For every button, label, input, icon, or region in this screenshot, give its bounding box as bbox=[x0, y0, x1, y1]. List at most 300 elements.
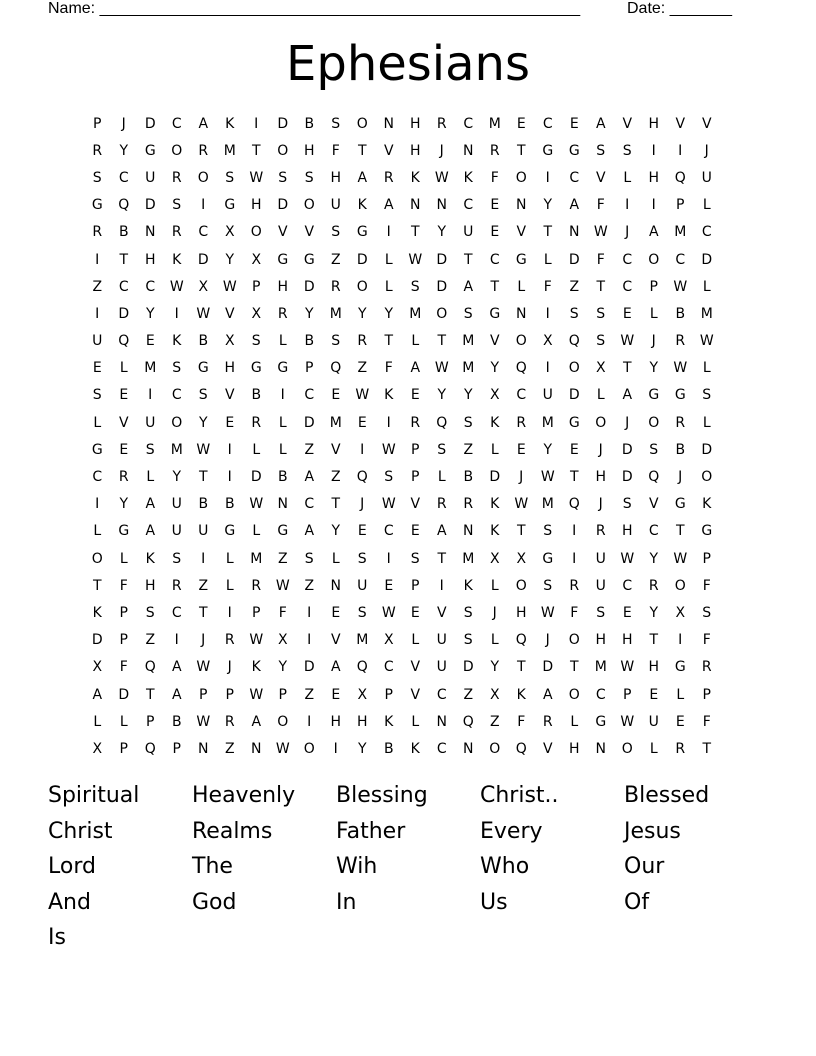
grid-letter[interactable]: I bbox=[201, 197, 206, 214]
grid-letter[interactable]: M bbox=[541, 414, 554, 431]
grid-letter[interactable]: B bbox=[277, 469, 288, 486]
grid-letter[interactable]: B bbox=[463, 469, 474, 486]
grid-letter[interactable]: A bbox=[92, 686, 103, 703]
grid-letter[interactable]: K bbox=[357, 197, 367, 214]
grid-letter[interactable]: X bbox=[92, 740, 103, 757]
grid-letter[interactable]: P bbox=[649, 278, 658, 295]
grid-letter[interactable]: S bbox=[384, 469, 394, 486]
grid-letter[interactable]: H bbox=[621, 523, 633, 540]
grid-letter[interactable]: S bbox=[92, 387, 102, 404]
grid-letter[interactable]: G bbox=[250, 360, 262, 377]
grid-letter[interactable]: B bbox=[304, 333, 315, 350]
grid-letter[interactable]: J bbox=[492, 604, 497, 621]
grid-letter[interactable]: I bbox=[545, 169, 550, 186]
grid-letter[interactable]: G bbox=[277, 360, 289, 377]
grid-letter[interactable]: A bbox=[436, 523, 447, 540]
grid-letter[interactable]: Y bbox=[543, 441, 553, 458]
grid-letter[interactable]: V bbox=[622, 115, 633, 132]
grid-letter[interactable]: U bbox=[145, 414, 156, 431]
grid-letter[interactable]: X bbox=[542, 333, 553, 350]
grid-letter[interactable]: X bbox=[92, 659, 103, 676]
grid-letter[interactable]: H bbox=[595, 469, 607, 486]
grid-letter[interactable]: L bbox=[570, 713, 579, 730]
grid-letter[interactable]: T bbox=[516, 142, 526, 159]
grid-letter[interactable]: Q bbox=[568, 333, 580, 350]
grid-letter[interactable]: I bbox=[678, 632, 683, 649]
grid-letter[interactable]: O bbox=[648, 414, 660, 431]
grid-letter[interactable]: T bbox=[145, 686, 155, 703]
grid-letter[interactable]: H bbox=[224, 360, 236, 377]
grid-letter[interactable]: W bbox=[540, 469, 555, 486]
grid-letter[interactable]: L bbox=[702, 360, 711, 377]
grid-letter[interactable]: I bbox=[572, 523, 577, 540]
grid-letter[interactable]: O bbox=[356, 278, 368, 295]
grid-letter[interactable]: W bbox=[620, 333, 635, 350]
grid-letter[interactable]: Q bbox=[674, 169, 686, 186]
grid-letter[interactable]: R bbox=[224, 713, 235, 730]
grid-letter[interactable]: K bbox=[490, 496, 500, 513]
grid-letter[interactable]: G bbox=[356, 224, 368, 241]
grid-letter[interactable]: M bbox=[144, 360, 157, 377]
grid-letter[interactable]: V bbox=[330, 441, 341, 458]
grid-letter[interactable]: O bbox=[701, 469, 713, 486]
grid-letter[interactable]: T bbox=[384, 333, 394, 350]
grid-letter[interactable]: I bbox=[386, 224, 391, 241]
grid-letter[interactable]: A bbox=[171, 659, 182, 676]
grid-letter[interactable]: A bbox=[569, 197, 580, 214]
grid-letter[interactable]: S bbox=[463, 305, 473, 322]
grid-letter[interactable]: L bbox=[702, 197, 711, 214]
grid-letter[interactable]: L bbox=[649, 305, 658, 322]
grid-letter[interactable]: Q bbox=[356, 469, 368, 486]
grid-letter[interactable]: M bbox=[541, 496, 554, 513]
grid-letter[interactable]: U bbox=[92, 333, 103, 350]
grid-letter[interactable]: L bbox=[517, 278, 526, 295]
grid-letter[interactable]: D bbox=[91, 632, 103, 649]
grid-letter[interactable]: H bbox=[648, 169, 660, 186]
grid-letter[interactable]: O bbox=[303, 197, 315, 214]
grid-letter[interactable]: L bbox=[119, 713, 128, 730]
grid-letter[interactable]: N bbox=[410, 197, 421, 214]
grid-letter[interactable]: Y bbox=[198, 414, 208, 431]
grid-letter[interactable]: X bbox=[251, 251, 262, 268]
grid-letter[interactable]: R bbox=[198, 142, 209, 159]
grid-letter[interactable]: W bbox=[699, 333, 714, 350]
grid-letter[interactable]: W bbox=[673, 550, 688, 567]
grid-letter[interactable]: J bbox=[704, 142, 709, 159]
grid-letter[interactable]: O bbox=[568, 360, 580, 377]
grid-letter[interactable]: F bbox=[570, 604, 579, 621]
grid-letter[interactable]: W bbox=[249, 496, 264, 513]
grid-letter[interactable]: R bbox=[330, 278, 341, 295]
grid-letter[interactable]: O bbox=[568, 686, 580, 703]
grid-letter[interactable]: W bbox=[514, 496, 529, 513]
grid-letter[interactable]: G bbox=[701, 523, 713, 540]
grid-letter[interactable]: L bbox=[119, 550, 128, 567]
grid-letter[interactable]: L bbox=[676, 686, 685, 703]
grid-letter[interactable]: S bbox=[702, 604, 712, 621]
grid-letter[interactable]: I bbox=[439, 577, 444, 594]
grid-letter[interactable]: C bbox=[145, 278, 156, 295]
grid-letter[interactable]: S bbox=[437, 441, 447, 458]
grid-letter[interactable]: S bbox=[543, 523, 553, 540]
grid-letter[interactable]: E bbox=[410, 604, 420, 621]
grid-letter[interactable]: C bbox=[198, 224, 209, 241]
grid-letter[interactable]: K bbox=[410, 169, 420, 186]
grid-letter[interactable]: E bbox=[145, 333, 155, 350]
grid-letter[interactable]: P bbox=[119, 604, 128, 621]
grid-letter[interactable]: Y bbox=[172, 469, 182, 486]
grid-letter[interactable]: Y bbox=[119, 142, 129, 159]
grid-letter[interactable]: R bbox=[516, 414, 527, 431]
grid-letter[interactable]: J bbox=[545, 632, 550, 649]
grid-letter[interactable]: T bbox=[437, 333, 447, 350]
grid-letter[interactable]: P bbox=[146, 713, 155, 730]
grid-letter[interactable]: L bbox=[93, 713, 102, 730]
grid-letter[interactable]: G bbox=[118, 523, 130, 540]
grid-letter[interactable]: D bbox=[197, 251, 209, 268]
grid-letter[interactable]: A bbox=[622, 387, 633, 404]
grid-letter[interactable]: E bbox=[490, 197, 500, 214]
date-field-label[interactable]: Date: _______ bbox=[627, 0, 732, 17]
grid-letter[interactable]: N bbox=[436, 713, 447, 730]
grid-letter[interactable]: B bbox=[304, 115, 315, 132]
grid-letter[interactable]: C bbox=[463, 197, 474, 214]
grid-letter[interactable]: L bbox=[119, 360, 128, 377]
grid-letter[interactable]: D bbox=[701, 441, 713, 458]
grid-letter[interactable]: W bbox=[275, 740, 290, 757]
grid-letter[interactable]: N bbox=[463, 523, 474, 540]
grid-letter[interactable]: G bbox=[674, 387, 686, 404]
grid-letter[interactable]: R bbox=[171, 224, 182, 241]
grid-letter[interactable]: U bbox=[171, 523, 182, 540]
grid-letter[interactable]: K bbox=[145, 550, 155, 567]
grid-letter[interactable]: Y bbox=[278, 659, 288, 676]
grid-letter[interactable]: E bbox=[569, 441, 579, 458]
grid-letter[interactable]: R bbox=[463, 496, 474, 513]
grid-letter[interactable]: D bbox=[436, 251, 448, 268]
grid-letter[interactable]: S bbox=[622, 142, 632, 159]
grid-letter[interactable]: Q bbox=[356, 659, 368, 676]
grid-letter[interactable]: T bbox=[198, 469, 208, 486]
grid-letter[interactable]: C bbox=[304, 496, 315, 513]
grid-letter[interactable]: L bbox=[146, 469, 155, 486]
grid-letter[interactable]: N bbox=[330, 577, 341, 594]
grid-letter[interactable]: N bbox=[198, 740, 209, 757]
grid-letter[interactable]: G bbox=[224, 523, 236, 540]
grid-letter[interactable]: C bbox=[622, 278, 633, 295]
grid-letter[interactable]: G bbox=[489, 305, 501, 322]
grid-letter[interactable]: O bbox=[171, 414, 183, 431]
grid-letter[interactable]: F bbox=[119, 659, 128, 676]
grid-letter[interactable]: K bbox=[463, 577, 473, 594]
grid-letter[interactable]: W bbox=[196, 441, 211, 458]
grid-letter[interactable]: D bbox=[277, 197, 289, 214]
grid-letter[interactable]: I bbox=[678, 142, 683, 159]
grid-letter[interactable]: W bbox=[275, 577, 290, 594]
grid-letter[interactable]: V bbox=[410, 686, 421, 703]
grid-letter[interactable]: K bbox=[384, 713, 394, 730]
grid-letter[interactable]: C bbox=[569, 169, 580, 186]
grid-letter[interactable]: Z bbox=[330, 251, 341, 268]
grid-letter[interactable]: I bbox=[201, 550, 206, 567]
grid-letter[interactable]: W bbox=[434, 169, 449, 186]
grid-letter[interactable]: H bbox=[568, 740, 580, 757]
grid-letter[interactable]: S bbox=[225, 169, 235, 186]
grid-letter[interactable]: R bbox=[675, 740, 686, 757]
grid-letter[interactable]: R bbox=[357, 333, 368, 350]
grid-letter[interactable]: A bbox=[330, 659, 341, 676]
grid-letter[interactable]: L bbox=[702, 414, 711, 431]
grid-letter[interactable]: G bbox=[277, 523, 289, 540]
grid-letter[interactable]: M bbox=[462, 550, 475, 567]
grid-letter[interactable]: V bbox=[436, 604, 447, 621]
grid-letter[interactable]: C bbox=[595, 686, 606, 703]
grid-letter[interactable]: V bbox=[224, 387, 235, 404]
grid-letter[interactable]: E bbox=[331, 604, 341, 621]
grid-letter[interactable]: N bbox=[436, 197, 447, 214]
grid-letter[interactable]: M bbox=[488, 115, 501, 132]
grid-letter[interactable]: R bbox=[251, 414, 262, 431]
grid-letter[interactable]: M bbox=[409, 305, 422, 322]
grid-letter[interactable]: T bbox=[463, 251, 473, 268]
grid-letter[interactable]: G bbox=[674, 496, 686, 513]
grid-letter[interactable]: A bbox=[383, 197, 394, 214]
grid-letter[interactable]: W bbox=[249, 632, 264, 649]
grid-letter[interactable]: O bbox=[515, 169, 527, 186]
grid-letter[interactable]: H bbox=[595, 632, 607, 649]
grid-letter[interactable]: V bbox=[304, 224, 315, 241]
grid-letter[interactable]: Y bbox=[145, 305, 155, 322]
grid-letter[interactable]: G bbox=[674, 659, 686, 676]
grid-letter[interactable]: E bbox=[410, 387, 420, 404]
grid-letter[interactable]: L bbox=[411, 632, 420, 649]
grid-letter[interactable]: H bbox=[144, 577, 156, 594]
grid-letter[interactable]: M bbox=[462, 360, 475, 377]
grid-letter[interactable]: D bbox=[462, 659, 474, 676]
grid-letter[interactable]: W bbox=[196, 713, 211, 730]
grid-letter[interactable]: I bbox=[148, 387, 153, 404]
grid-letter[interactable]: V bbox=[516, 224, 527, 241]
grid-letter[interactable]: P bbox=[676, 197, 685, 214]
grid-letter[interactable]: R bbox=[224, 632, 235, 649]
grid-letter[interactable]: N bbox=[463, 142, 474, 159]
grid-letter[interactable]: L bbox=[437, 469, 446, 486]
grid-letter[interactable]: S bbox=[278, 169, 288, 186]
grid-letter[interactable]: W bbox=[355, 387, 370, 404]
grid-letter[interactable]: Z bbox=[330, 469, 341, 486]
grid-letter[interactable]: H bbox=[250, 197, 262, 214]
grid-letter[interactable]: H bbox=[409, 115, 421, 132]
grid-letter[interactable]: W bbox=[673, 360, 688, 377]
grid-letter[interactable]: Z bbox=[569, 278, 580, 295]
grid-letter[interactable]: E bbox=[622, 305, 632, 322]
grid-letter[interactable]: Q bbox=[568, 496, 580, 513]
grid-letter[interactable]: H bbox=[409, 142, 421, 159]
grid-letter[interactable]: Q bbox=[515, 360, 527, 377]
grid-letter[interactable]: D bbox=[303, 414, 315, 431]
grid-letter[interactable]: R bbox=[251, 577, 262, 594]
grid-letter[interactable]: W bbox=[620, 659, 635, 676]
grid-letter[interactable]: E bbox=[92, 360, 102, 377]
grid-letter[interactable]: T bbox=[331, 496, 341, 513]
grid-letter[interactable]: T bbox=[437, 550, 447, 567]
grid-letter[interactable]: Y bbox=[490, 360, 500, 377]
grid-letter[interactable]: F bbox=[702, 632, 711, 649]
grid-letter[interactable]: C bbox=[648, 523, 659, 540]
grid-letter[interactable]: G bbox=[303, 251, 315, 268]
grid-letter[interactable]: R bbox=[489, 142, 500, 159]
grid-letter[interactable]: I bbox=[625, 197, 630, 214]
grid-letter[interactable]: A bbox=[463, 278, 474, 295]
grid-letter[interactable]: T bbox=[490, 278, 500, 295]
grid-letter[interactable]: H bbox=[648, 115, 660, 132]
grid-letter[interactable]: Y bbox=[649, 604, 659, 621]
grid-letter[interactable]: R bbox=[383, 169, 394, 186]
grid-letter[interactable]: O bbox=[436, 305, 448, 322]
grid-letter[interactable]: D bbox=[489, 469, 501, 486]
grid-letter[interactable]: S bbox=[410, 278, 420, 295]
grid-letter[interactable]: N bbox=[595, 740, 606, 757]
grid-letter[interactable]: Z bbox=[224, 740, 235, 757]
grid-letter[interactable]: T bbox=[251, 142, 261, 159]
grid-letter[interactable]: C bbox=[701, 224, 712, 241]
grid-letter[interactable]: F bbox=[596, 251, 605, 268]
grid-letter[interactable]: R bbox=[595, 523, 606, 540]
grid-letter[interactable]: D bbox=[568, 387, 580, 404]
grid-letter[interactable]: G bbox=[224, 197, 236, 214]
grid-letter[interactable]: B bbox=[251, 387, 262, 404]
grid-letter[interactable]: U bbox=[648, 713, 659, 730]
grid-letter[interactable]: F bbox=[596, 197, 605, 214]
grid-letter[interactable]: O bbox=[277, 142, 289, 159]
grid-letter[interactable]: P bbox=[411, 441, 420, 458]
grid-letter[interactable]: A bbox=[251, 713, 262, 730]
grid-letter[interactable]: W bbox=[620, 550, 635, 567]
grid-letter[interactable]: D bbox=[118, 686, 130, 703]
grid-letter[interactable]: A bbox=[357, 169, 368, 186]
grid-letter[interactable]: O bbox=[250, 224, 262, 241]
grid-letter[interactable]: E bbox=[357, 523, 367, 540]
grid-letter[interactable]: S bbox=[702, 387, 712, 404]
grid-letter[interactable]: O bbox=[356, 115, 368, 132]
grid-letter[interactable]: F bbox=[331, 142, 340, 159]
grid-letter[interactable]: C bbox=[171, 115, 182, 132]
grid-letter[interactable]: I bbox=[95, 251, 100, 268]
grid-letter[interactable]: E bbox=[225, 414, 235, 431]
grid-letter[interactable]: V bbox=[277, 224, 288, 241]
grid-letter[interactable]: R bbox=[675, 414, 686, 431]
grid-letter[interactable]: E bbox=[516, 115, 526, 132]
grid-letter[interactable]: H bbox=[621, 632, 633, 649]
grid-letter[interactable]: L bbox=[702, 278, 711, 295]
grid-letter[interactable]: R bbox=[92, 142, 103, 159]
grid-letter[interactable]: D bbox=[542, 659, 554, 676]
grid-letter[interactable]: D bbox=[144, 197, 156, 214]
grid-letter[interactable]: B bbox=[118, 224, 129, 241]
grid-letter[interactable]: T bbox=[516, 523, 526, 540]
grid-letter[interactable]: D bbox=[568, 251, 580, 268]
grid-letter[interactable]: X bbox=[224, 333, 235, 350]
grid-letter[interactable]: G bbox=[144, 142, 156, 159]
grid-letter[interactable]: Q bbox=[118, 197, 130, 214]
grid-letter[interactable]: F bbox=[384, 360, 393, 377]
grid-letter[interactable]: T bbox=[119, 251, 129, 268]
grid-letter[interactable]: V bbox=[224, 305, 235, 322]
grid-letter[interactable]: S bbox=[463, 632, 473, 649]
grid-letter[interactable]: C bbox=[463, 115, 474, 132]
grid-letter[interactable]: T bbox=[702, 740, 712, 757]
grid-letter[interactable]: O bbox=[648, 251, 660, 268]
grid-letter[interactable]: O bbox=[674, 577, 686, 594]
grid-letter[interactable]: F bbox=[119, 577, 128, 594]
grid-letter[interactable]: G bbox=[91, 197, 103, 214]
grid-letter[interactable]: R bbox=[171, 577, 182, 594]
grid-letter[interactable]: L bbox=[596, 387, 605, 404]
grid-letter[interactable]: G bbox=[568, 142, 580, 159]
grid-letter[interactable]: M bbox=[700, 305, 713, 322]
grid-letter[interactable]: E bbox=[331, 686, 341, 703]
grid-letter[interactable]: D bbox=[621, 469, 633, 486]
grid-letter[interactable]: X bbox=[595, 360, 606, 377]
grid-letter[interactable]: S bbox=[649, 441, 659, 458]
grid-letter[interactable]: I bbox=[227, 469, 232, 486]
grid-letter[interactable]: T bbox=[516, 659, 526, 676]
grid-letter[interactable]: I bbox=[254, 115, 259, 132]
grid-letter[interactable]: P bbox=[252, 278, 261, 295]
grid-letter[interactable]: U bbox=[436, 632, 447, 649]
grid-letter[interactable]: P bbox=[384, 686, 393, 703]
grid-letter[interactable]: C bbox=[542, 115, 553, 132]
grid-letter[interactable]: Y bbox=[119, 496, 129, 513]
grid-letter[interactable]: W bbox=[249, 686, 264, 703]
grid-letter[interactable]: U bbox=[357, 577, 368, 594]
name-field-label[interactable]: Name: ______________________________________________________ bbox=[48, 0, 581, 17]
grid-letter[interactable]: S bbox=[569, 305, 579, 322]
grid-letter[interactable]: P bbox=[278, 686, 287, 703]
grid-letter[interactable]: C bbox=[118, 169, 129, 186]
grid-letter[interactable]: I bbox=[227, 441, 232, 458]
grid-letter[interactable]: M bbox=[462, 333, 475, 350]
grid-letter[interactable]: Y bbox=[331, 523, 341, 540]
grid-letter[interactable]: V bbox=[410, 496, 421, 513]
grid-letter[interactable]: Q bbox=[462, 713, 474, 730]
grid-letter[interactable]: S bbox=[172, 360, 182, 377]
grid-letter[interactable]: A bbox=[171, 686, 182, 703]
grid-letter[interactable]: O bbox=[197, 169, 209, 186]
grid-letter[interactable]: L bbox=[411, 333, 420, 350]
grid-letter[interactable]: V bbox=[701, 115, 712, 132]
grid-letter[interactable]: L bbox=[225, 577, 234, 594]
grid-letter[interactable]: P bbox=[702, 550, 711, 567]
grid-letter[interactable]: L bbox=[649, 740, 658, 757]
grid-letter[interactable]: H bbox=[330, 169, 342, 186]
grid-letter[interactable]: H bbox=[515, 604, 527, 621]
grid-letter[interactable]: O bbox=[277, 713, 289, 730]
grid-letter[interactable]: C bbox=[489, 251, 500, 268]
grid-letter[interactable]: K bbox=[410, 740, 420, 757]
grid-letter[interactable]: G bbox=[648, 387, 660, 404]
grid-letter[interactable]: Y bbox=[384, 305, 394, 322]
grid-letter[interactable]: Q bbox=[144, 659, 156, 676]
grid-letter[interactable]: I bbox=[572, 550, 577, 567]
grid-letter[interactable]: T bbox=[649, 632, 659, 649]
grid-letter[interactable]: P bbox=[411, 577, 420, 594]
grid-letter[interactable]: U bbox=[198, 523, 209, 540]
grid-letter[interactable]: H bbox=[303, 142, 315, 159]
grid-letter[interactable]: A bbox=[198, 115, 209, 132]
grid-letter[interactable]: L bbox=[93, 414, 102, 431]
